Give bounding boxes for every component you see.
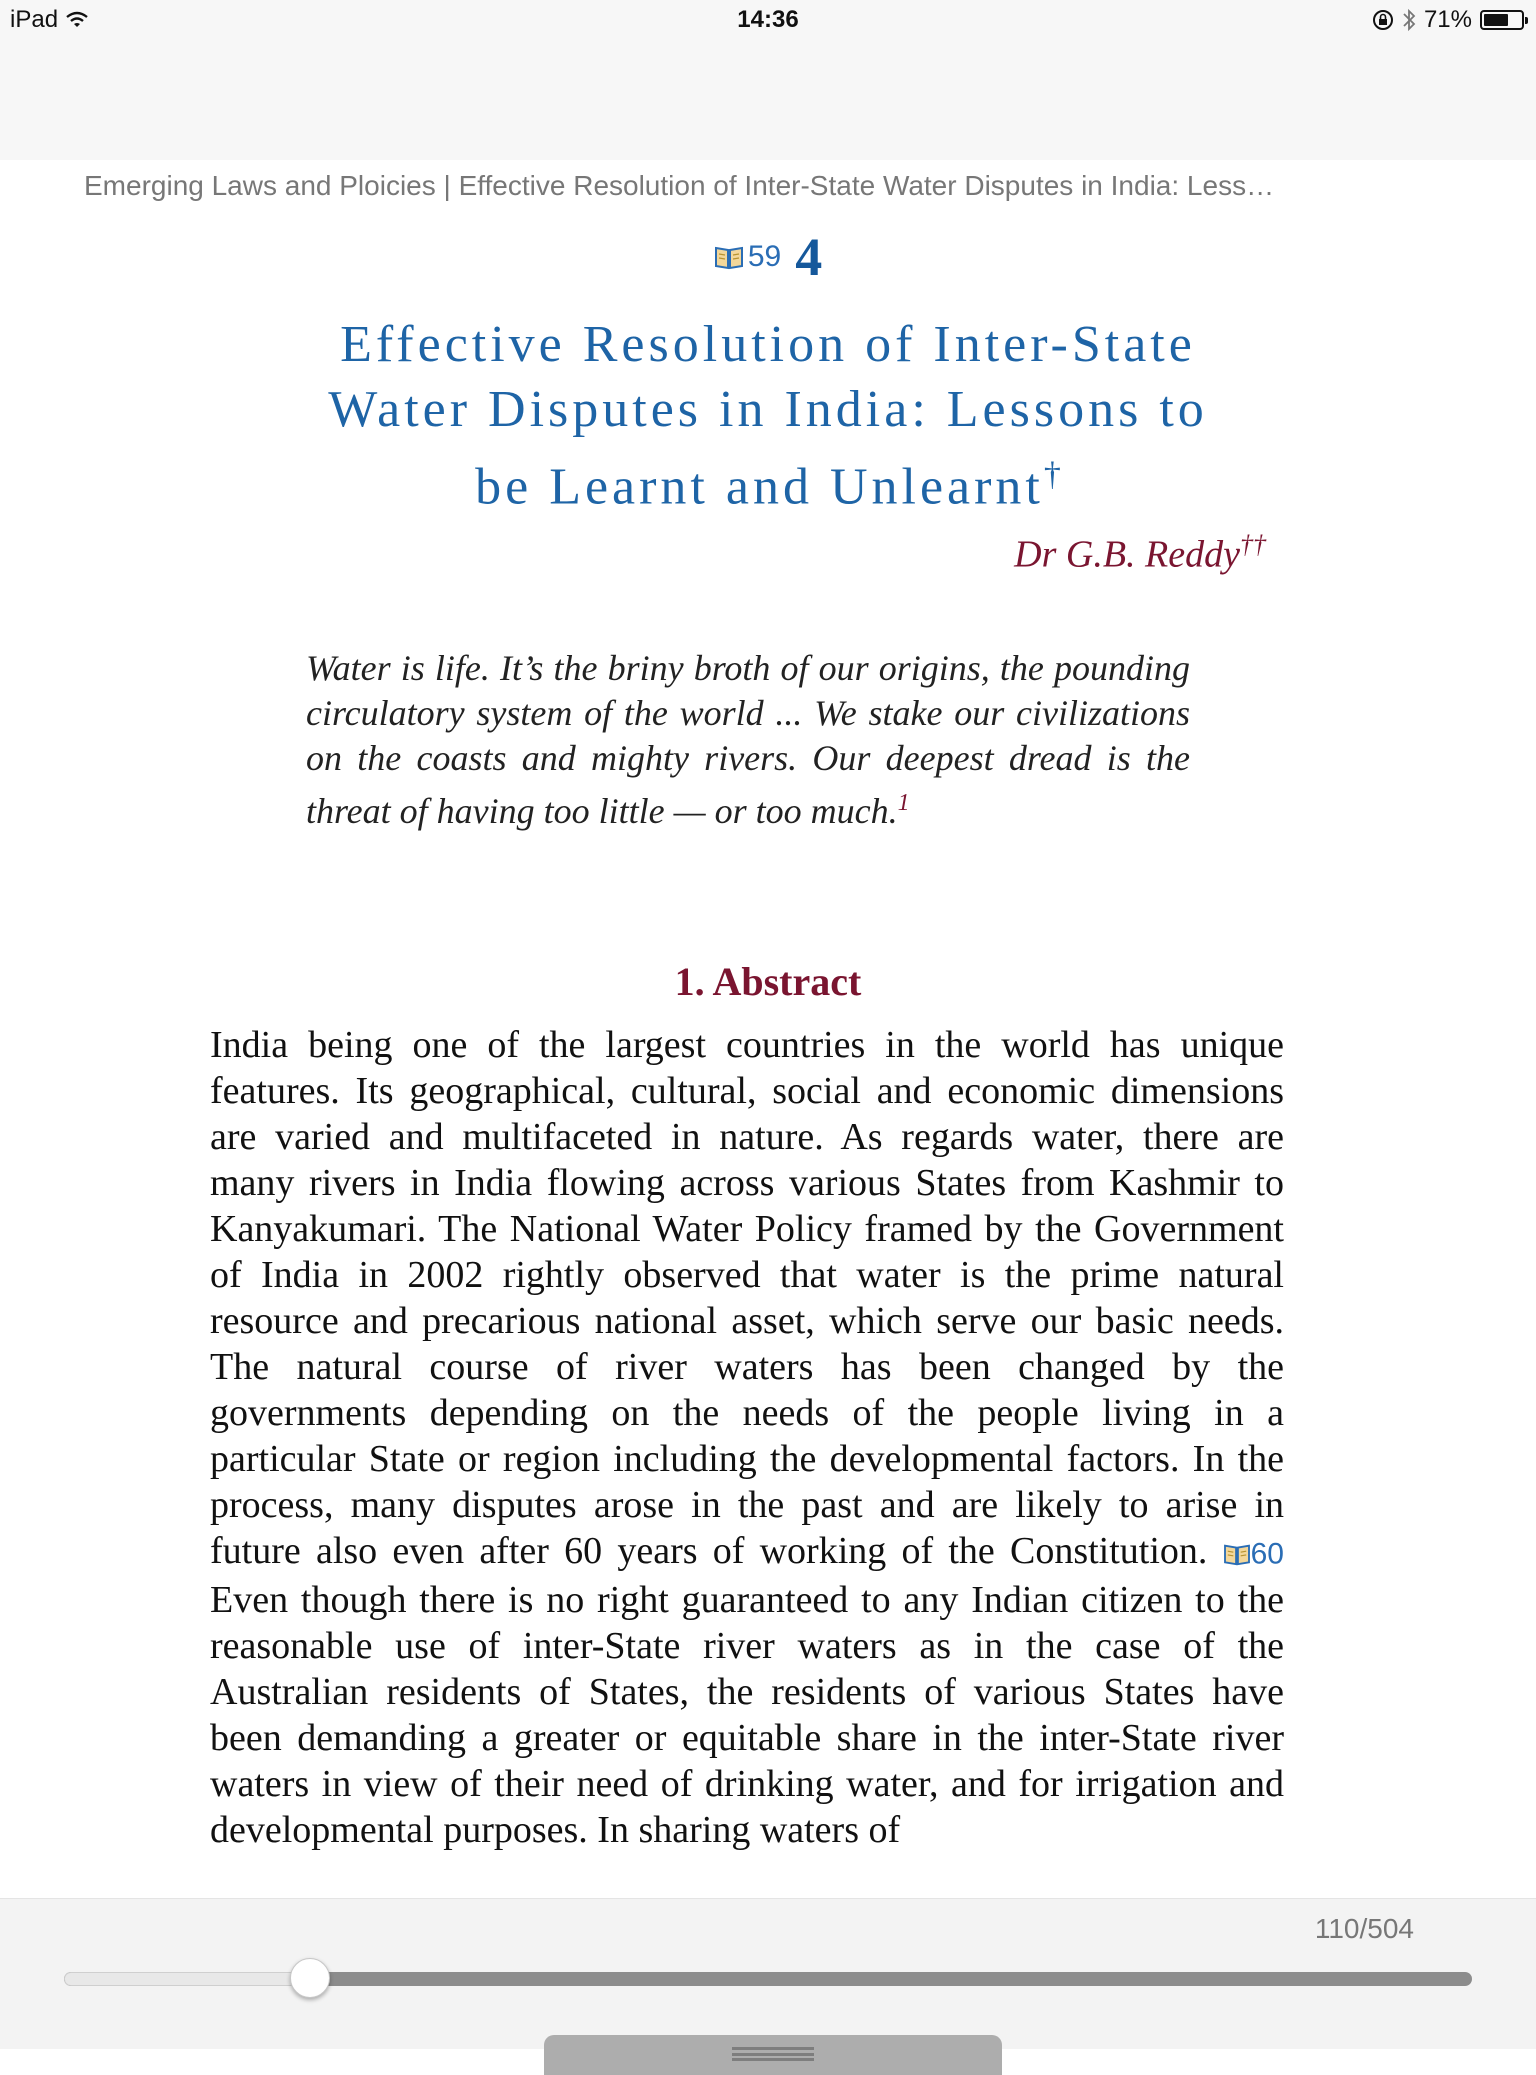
running-header: Emerging Laws and Ploicies | Effective Resolution of Inter-State Water Disputes in India: Less… <box>84 170 1275 201</box>
section-heading-abstract: 1. Abstract <box>674 959 862 1004</box>
chapter-title-line-1: Effective Resolution of Inter-State <box>340 316 1196 373</box>
epigraph-text: Water is life. It’s the briny broth of our origins, the pounding circulatory system of the world ... We stake our civilizations on the coasts and mighty rivers. Our deepest dread is the threat of having too little — or too much. <box>306 648 1190 831</box>
slider-thumb[interactable] <box>290 1958 330 1998</box>
orientation-lock-icon <box>1372 9 1394 31</box>
bluetooth-icon <box>1402 8 1416 32</box>
abstract-paragraph <box>210 1022 1284 1853</box>
grip-lines-icon <box>732 2047 814 2061</box>
book-icon[interactable] <box>714 244 744 270</box>
inline-page-number[interactable]: 60 <box>1250 1537 1284 1571</box>
author-footnote-mark[interactable]: †† <box>1240 530 1266 559</box>
epigraph-quote <box>306 646 1190 834</box>
inline-page-marker[interactable] <box>1223 1530 1284 1572</box>
page-marker-number[interactable]: 59 <box>747 240 782 273</box>
author-name-text: Dr G.B. Reddy <box>1014 533 1240 576</box>
status-time: 14:36 <box>737 6 799 33</box>
chapter-number: 4 <box>795 227 823 287</box>
slider-progress <box>64 1972 310 1986</box>
page-slider[interactable] <box>64 1965 1472 1993</box>
bottom-toolbar <box>0 1898 1536 2049</box>
page-counter: 110/504 <box>1314 1913 1414 1944</box>
chapter-title-line-3: be Learnt and Unlearnt <box>475 458 1044 516</box>
status-bar <box>0 0 1536 160</box>
drawer-handle[interactable] <box>544 2035 1002 2075</box>
status-right <box>1372 6 1524 34</box>
title-footnote-mark[interactable]: † <box>1043 456 1061 493</box>
epigraph-footnote-mark[interactable]: 1 <box>897 790 910 816</box>
battery-icon <box>1480 10 1524 30</box>
chapter-title <box>200 312 1336 519</box>
abstract-text-part-2: Even though there is no right guaranteed to any Indian citizen to the reasonable use of inter-State river waters as in the case of the Australian residents of States, the residents of various States have been demanding a greater or equitable share in the inter-State river waters in view of their need of drinking water, and for irrigation and developmental purposes. In sharing waters of <box>210 1579 1284 1852</box>
book-icon[interactable] <box>1223 1542 1251 1566</box>
author-name <box>1014 530 1266 577</box>
battery-percent: 71% <box>1423 6 1472 33</box>
page-marker <box>0 226 1536 288</box>
battery-fill <box>1484 14 1508 26</box>
device-name: iPad <box>10 6 59 33</box>
abstract-text-part-1: India being one of the largest countries in the world has unique features. Its geographical, cultural, social and economic dimensions are varied and multifaceted in nature. As regards water, there are many rivers in India flowing across various States from Kashmir to Kanyakumari. The National Water Policy framed by the Government of India in 2002 rightly observed that water is the prime natural resource and precarious national asset, which serve our basic needs. The natural course of river waters has been changed by the governments depending on the needs of the people living in a particular State or region including the developmental factors. In the process, many disputes arose in the past and are likely to arise in future also even after 60 years of working of the Constitution. <box>210 1024 1284 1572</box>
chapter-title-line-2: Water Disputes in India: Lessons to <box>328 381 1208 438</box>
